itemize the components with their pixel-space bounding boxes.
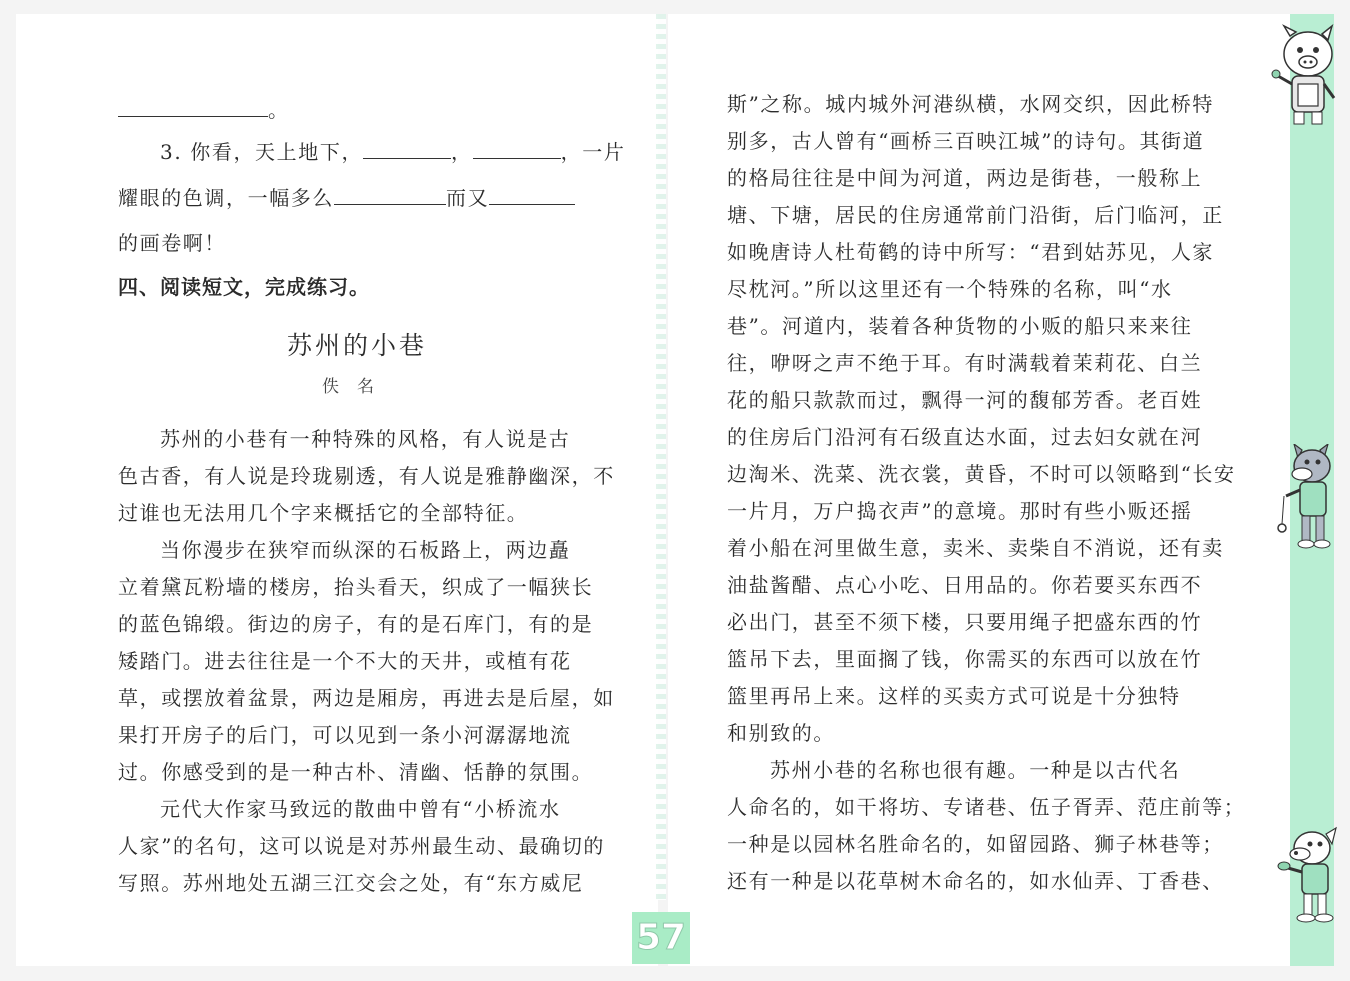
article-title: 苏州的小巷 [286,331,427,360]
body-line: 的格局往往是中间为河道，两边是街巷，一般称上 [727,166,1203,190]
body-line: 草，或摆放着盆景，两边是厢房，再进去是后屋，如 [118,686,615,710]
body-line: 当你漫步在狭窄而纵深的石板路上，两边矗 [160,538,571,562]
body-line: 斯”之称。城内城外河港纵横，水网交织，因此桥特 [727,92,1215,116]
wolf-cartoon-icon [1272,444,1340,552]
pig-cartoon-icon [1262,24,1346,128]
page-spine [656,14,666,900]
body-line: 必出门，甚至不须下楼，只要用绳子把盛东西的竹 [727,610,1203,634]
answer-line-1: 。 [118,95,290,125]
body-line: 油盐酱醋、点心小吃、日用品的。你若要买东西不 [727,573,1203,597]
body-line: 过谁也无法用几个字来概括它的全部特征。 [118,501,529,525]
body-line: 一片月，万户捣衣声”的意境。那时有些小贩还摇 [727,499,1193,523]
body-line: 色古香，有人说是玲珑剔透，有人说是雅静幽深，不 [118,464,615,488]
body-line: 人家”的名句，这可以说是对苏州最生动、最确切的 [118,834,606,858]
body-line: 元代大作家马致远的散曲中曾有“小桥流水 [160,797,561,821]
body-line: 一种是以园林名胜命名的，如留园路、狮子林巷等； [727,832,1224,856]
body-line: 往，咿呀之声不绝于耳。有时满载着茉莉花、白兰 [727,351,1203,375]
fill-blank[interactable] [489,186,575,205]
body-line: 巷”。河道内，装着各种货物的小贩的船只来来往 [727,314,1193,338]
body-line: 苏州的小巷有一种特殊的风格，有人说是古 [160,427,571,451]
body-line: 立着黛瓦粉墙的楼房，抬头看天，织成了一幅狭长 [118,575,594,599]
body-line: 边淘米、洗菜、洗衣裳，黄昏，不时可以领略到“长安 [727,462,1236,486]
body-line: 还有一种是以花草树木命名的，如水仙弄、丁香巷、 [727,869,1224,893]
right-page [668,14,1292,966]
article-author: 佚名 [322,377,392,397]
body-line: 的蓝色锦缎。街边的房子，有的是石库门，有的是 [118,612,594,636]
question-3-line-2: 耀眼的色调，一幅多么 而又 [118,183,575,213]
body-line: 篮里再吊上来。这样的买卖方式可说是十分独特 [727,684,1181,708]
question-3-line-1: 3. 你看，天上地下， ， ，一片 [160,140,626,164]
fill-blank[interactable] [363,140,451,159]
body-line: 如晚唐诗人杜荀鹤的诗中所写：“君到姑苏见，人家 [727,240,1215,264]
body-line: 和别致的。 [727,721,835,745]
body-line: 过。你感受到的是一种古朴、清幽、恬静的氛围。 [118,760,594,784]
body-line: 矮踏门。进去往往是一个不大的天井，或植有花 [118,649,572,673]
body-line: 尽枕河。”所以这里还有一个特殊的名称，叫“水 [727,277,1173,301]
fill-blank[interactable] [118,98,268,117]
section-heading: 四、阅读短文，完成练习。 [118,275,370,299]
body-line: 塘、下塘，居民的住房通常前门沿街，后门临河，正 [727,203,1224,227]
body-line: 花的船只款款而过，飘得一河的馥郁芳香。老百姓 [727,388,1203,412]
body-line: 着小船在河里做生意，卖米、卖柴自不消说，还有卖 [727,536,1224,560]
body-line: 别多，古人曾有“画桥三百映江城”的诗句。其街道 [727,129,1205,153]
body-line: 苏州小巷的名称也很有趣。一种是以古代名 [770,758,1181,782]
body-line: 写照。苏州地处五湖三江交会之处，有“东方威尼 [118,871,584,895]
body-line: 的住房后门沿河有石级直达水面，过去妇女就在河 [727,425,1203,449]
body-line: 篮吊下去，里面搁了钱，你需买的东西可以放在竹 [727,647,1203,671]
question-3-line-3: 的画卷啊！ [118,231,226,255]
dog-cartoon-icon [1272,826,1342,926]
fill-blank[interactable] [334,186,446,205]
body-line: 果打开房子的后门，可以见到一条小河潺潺地流 [118,723,572,747]
page-number: 57 [632,912,690,964]
body-line: 人命名的，如干将坊、专诸巷、伍子胥弄、范庄前等； [727,795,1246,819]
fill-blank[interactable] [473,140,561,159]
